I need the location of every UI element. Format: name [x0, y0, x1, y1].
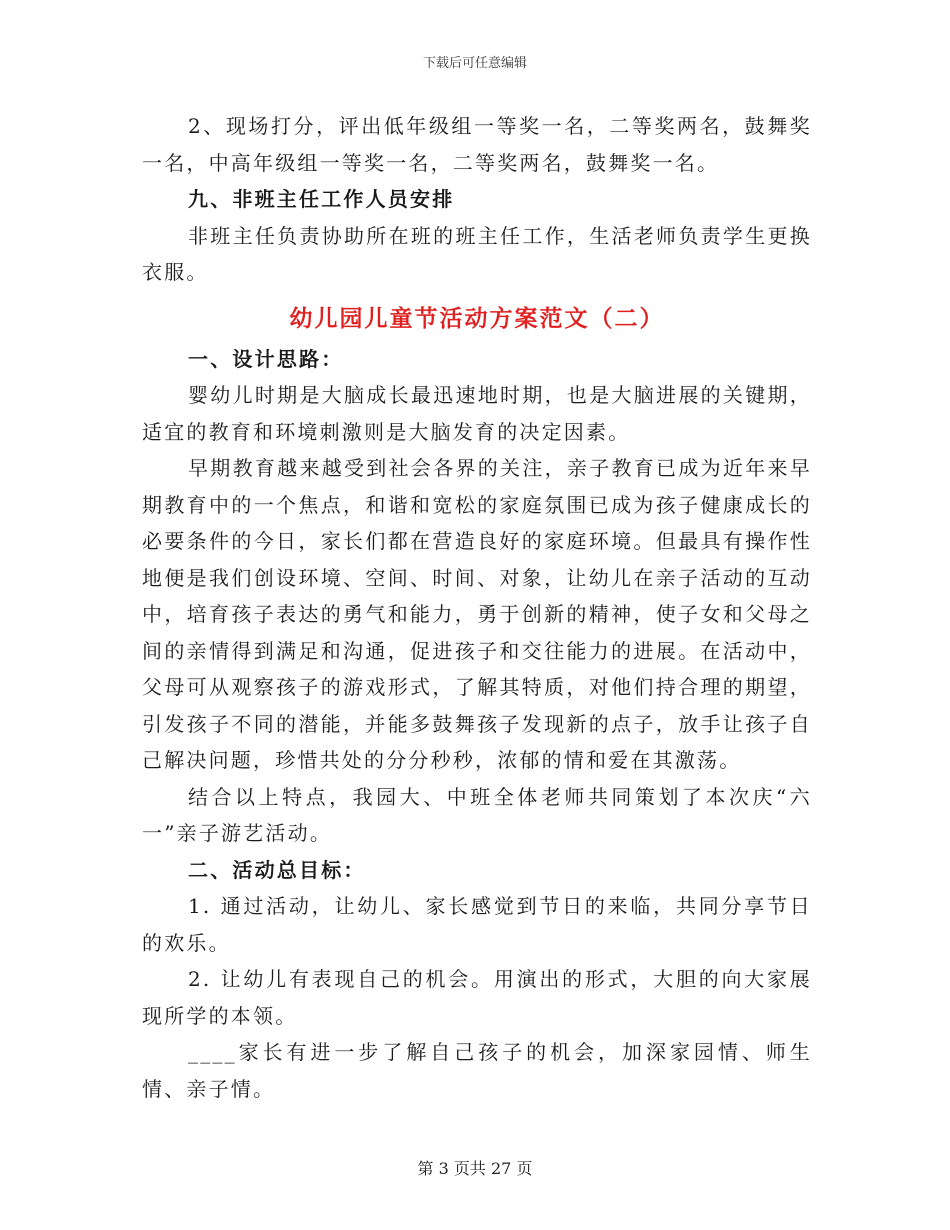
section-heading-1: 一、设计思路：: [188, 346, 344, 371]
paragraph-design-3: 结合以上特点，我园大、中班全体老师共同策划了本次庆“六一”亲子游艺活动。: [142, 784, 812, 845]
paragraph-goal-3: ____家长有进一步了解自己孩子的机会，加深家园情、师生情、亲子情。: [142, 1040, 812, 1101]
document-body: [142, 108, 812, 1107]
paragraph-design-2: 早期教育越来越受到社会各界的关注，亲子教育已成为近年来早期教育中的一个焦点，和谐和宽松的家庭氛围已成为孩子健康成长的必要条件的今日，家长们都在营造良好的家庭环境。但最具有操作性地便是我们创设环境、空间、时间、对象，让幼儿在亲子活动的互动中，培育孩子表达的勇气和能力，勇于创新的精神，使子女和父母之间的亲情得到满足和沟通，促进孩子和交往能力的进展。在活动中，父母可从观察孩子的游戏形式，了解其特质，对他们持合理的期望，引发孩子不同的潜能，并能多鼓舞孩子发现新的点子，放手让孩子自己解决问题，珍惜共处的分分秒秒，浓郁的情和爱在其激荡。: [142, 456, 812, 772]
paragraph-goal-2: 2. 让幼儿有表现自己的机会。用演出的形式，大胆的向大家展现所学的本领。: [142, 967, 812, 1028]
section-heading-2: 二、活动总目标：: [188, 857, 366, 882]
page-header: 下载后可任意编辑: [422, 56, 527, 71]
section-heading-9: 九、非班主任工作人员安排: [188, 187, 455, 211]
paragraph-staff-arrangement: 非班主任负责协助所在班的班主任工作，生活老师负责学生更换衣服。: [142, 223, 812, 284]
paragraph-goal-1: 1. 通过活动，让幼儿、家长感觉到节日的来临，共同分享节日的欢乐。: [142, 894, 812, 955]
document-title: 幼儿园儿童节活动方案范文（二）: [289, 304, 665, 332]
paragraph-award-rules: 2、现场打分，评出低年级组一等奖一名，二等奖两名，鼓舞奖一名，中高年级组一等奖一名，二等奖两名，鼓舞奖一名。: [142, 114, 812, 175]
page-footer: 第 3 页共 27 页: [417, 1159, 533, 1178]
paragraph-design-1: 婴幼儿时期是大脑成长最迅速地时期，也是大脑进展的关键期，适宜的教育和环境刺激则是大脑发育的决定因素。: [142, 383, 812, 444]
